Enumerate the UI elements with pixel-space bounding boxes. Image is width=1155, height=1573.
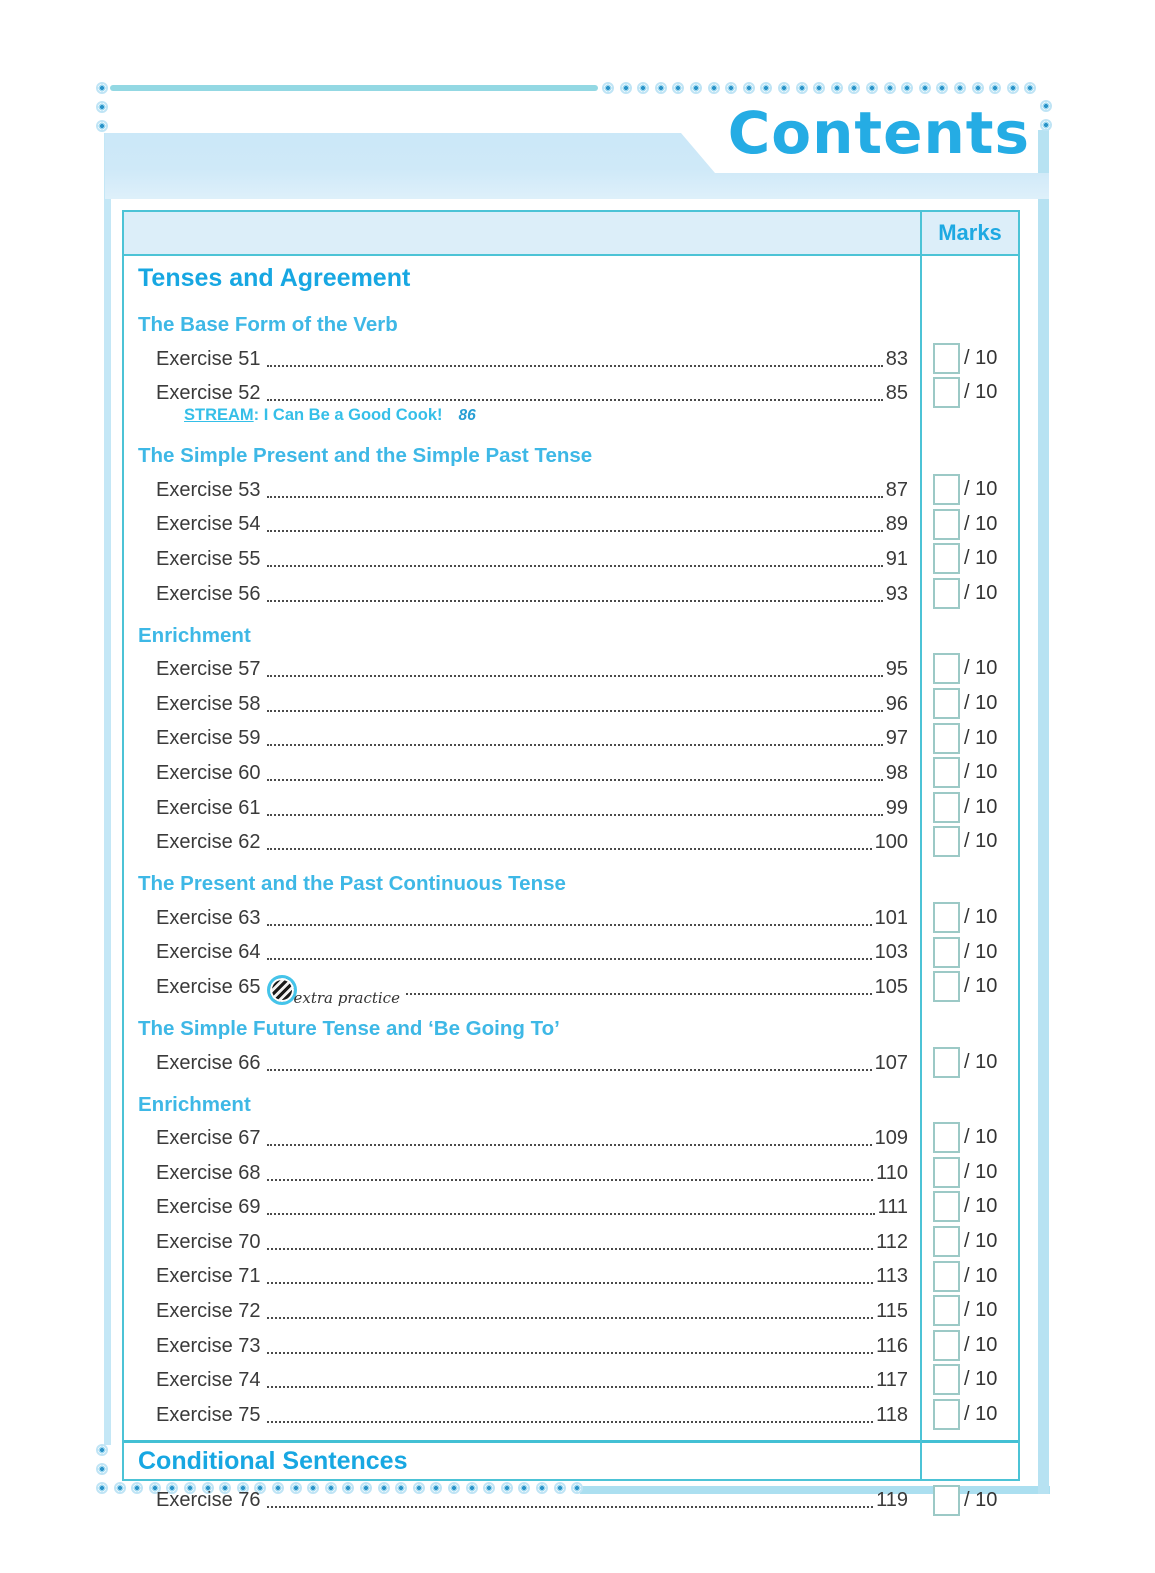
exercise-main	[124, 1293, 920, 1328]
exercise-page-number: 97	[885, 727, 908, 750]
marks-input-box[interactable]	[933, 1226, 960, 1257]
exercise-label: Exercise 66	[156, 1051, 261, 1074]
exercise-label: Exercise 74	[156, 1369, 261, 1392]
marks-denominator: / 10	[964, 830, 998, 853]
exercise-label: Exercise 71	[156, 1265, 261, 1288]
exercise-label: Exercise 62	[156, 831, 261, 854]
exercise-label: Exercise 64	[156, 941, 261, 964]
toc-exercise-row	[124, 825, 1018, 860]
marks-input-box[interactable]	[933, 1122, 960, 1153]
marks-input-box[interactable]	[933, 937, 960, 968]
border-dot	[760, 82, 772, 94]
marks-input-box[interactable]	[933, 1261, 960, 1292]
toc-exercise-row	[124, 652, 1018, 687]
marks-input-box[interactable]	[933, 1191, 960, 1222]
marks-denominator: / 10	[964, 1264, 998, 1287]
marks-cell	[920, 1121, 1018, 1156]
dot-leader	[267, 1213, 875, 1215]
toc-exercise-row	[124, 472, 1018, 507]
toc-subsection-row	[124, 1093, 1018, 1121]
dot-leader	[267, 1248, 874, 1250]
exercise-main	[124, 1397, 920, 1432]
toc-subsection-row	[124, 872, 1018, 900]
dot-leader	[267, 779, 883, 781]
exercise-main	[124, 1224, 920, 1259]
subsection-title: The Simple Future Tense and ‘Be Going To’	[138, 1016, 560, 1040]
marks-input-box[interactable]	[933, 902, 960, 933]
exercise-label: Exercise 55	[156, 547, 261, 570]
marks-cell	[920, 541, 1018, 576]
border-dot	[96, 101, 108, 113]
marks-input-box[interactable]	[933, 474, 960, 505]
marks-denominator: / 10	[964, 726, 998, 749]
toc-exercise-row	[124, 755, 1018, 790]
exercise-page-number: 113	[876, 1265, 908, 1288]
exercise-label: Exercise 72	[156, 1300, 261, 1323]
marks-cell	[920, 1017, 1018, 1045]
exercise-page-number: 119	[876, 1489, 908, 1512]
toc-exercise-row	[124, 1121, 1018, 1156]
chapter-title: Tenses and Agreement	[138, 264, 411, 292]
exercise-main	[124, 900, 920, 935]
marks-cell	[920, 1363, 1018, 1398]
extra-practice-label: extra practice	[293, 988, 400, 1007]
dot-leader	[267, 600, 883, 602]
exercise-main	[124, 1155, 920, 1190]
toc-subsection-row	[124, 444, 1018, 472]
exercise-label: Exercise 75	[156, 1403, 261, 1426]
marks-denominator: / 10	[964, 1230, 998, 1253]
marks-input-box[interactable]	[933, 509, 960, 540]
exercise-page-number: 85	[885, 382, 908, 405]
exercise-main	[124, 1483, 920, 1518]
toc-exercise-row	[124, 1328, 1018, 1363]
marks-denominator: / 10	[964, 1050, 998, 1073]
marks-denominator: / 10	[964, 940, 998, 963]
border-dot	[602, 82, 614, 94]
page-title: Contents	[727, 99, 1030, 167]
marks-cell	[920, 825, 1018, 860]
extra-practice-badge	[267, 975, 400, 1005]
marks-column-header: Marks	[938, 220, 1002, 245]
exercise-main	[124, 541, 920, 576]
border-dot	[708, 82, 720, 94]
marks-cell	[920, 721, 1018, 756]
exercise-label: Exercise 54	[156, 513, 261, 536]
exercise-label: Exercise 70	[156, 1230, 261, 1253]
border-dot	[796, 82, 808, 94]
dot-leader	[267, 1317, 874, 1319]
exercise-main	[124, 790, 920, 825]
marks-input-box[interactable]	[933, 343, 960, 374]
exercise-label: Exercise 65	[156, 975, 261, 998]
exercise-main	[124, 341, 920, 376]
border-dot	[637, 82, 649, 94]
marks-denominator: / 10	[964, 581, 998, 604]
toc-exercise-row	[124, 1045, 1018, 1080]
toc-exercise-row	[124, 935, 1018, 970]
border-top-line	[110, 85, 598, 91]
marks-denominator: / 10	[964, 1160, 998, 1183]
exercise-page-number: 107	[874, 1051, 908, 1074]
dot-leader	[267, 814, 883, 816]
border-dot	[96, 82, 108, 94]
marks-denominator: / 10	[964, 512, 998, 535]
marks-input-box[interactable]	[933, 757, 960, 788]
exercise-label: Exercise 61	[156, 796, 261, 819]
marks-input-box[interactable]	[933, 1364, 960, 1395]
marks-denominator: / 10	[964, 547, 998, 570]
exercise-page-number: 116	[876, 1334, 908, 1357]
toc-exercise-row	[124, 1363, 1018, 1398]
dot-leader	[267, 1421, 874, 1423]
exercise-label: Exercise 67	[156, 1127, 261, 1150]
toc-exercise-row	[124, 1397, 1018, 1432]
exercise-label: Exercise 63	[156, 906, 261, 929]
subsection-main	[124, 1017, 920, 1045]
dot-leader	[267, 848, 872, 850]
dot-leader	[267, 1352, 874, 1354]
exercise-main	[124, 1045, 920, 1080]
border-dot	[672, 82, 684, 94]
subsection-main	[124, 624, 920, 652]
toc-chapter-row	[124, 264, 1018, 300]
exercise-label: Exercise 73	[156, 1334, 261, 1357]
marks-denominator: / 10	[964, 1299, 998, 1322]
marks-input-box[interactable]	[933, 578, 960, 609]
dot-leader	[267, 744, 883, 746]
note-text: : I Can Be a Good Cook!	[253, 406, 443, 425]
border-dot	[831, 82, 843, 94]
marks-cell	[920, 755, 1018, 790]
marks-cell	[920, 790, 1018, 825]
exercise-page-number: 110	[876, 1161, 908, 1184]
marks-denominator: / 10	[964, 346, 998, 369]
exercise-page-number: 89	[885, 513, 908, 536]
marks-input-box[interactable]	[933, 688, 960, 719]
exercise-page-number: 91	[885, 547, 908, 570]
exercise-label: Exercise 51	[156, 347, 261, 370]
subsection-title: Enrichment	[138, 623, 251, 647]
border-dot	[989, 82, 1001, 94]
border-dot	[848, 82, 860, 94]
exercise-main	[124, 652, 920, 687]
marks-denominator: / 10	[964, 657, 998, 680]
marks-cell	[920, 872, 1018, 900]
marks-cell	[920, 1224, 1018, 1259]
border-dot	[866, 82, 878, 94]
border-dot	[743, 82, 755, 94]
marks-cell	[920, 406, 1018, 431]
marks-column-divider	[920, 212, 922, 1479]
exercise-page-number: 103	[874, 941, 908, 964]
exercise-label: Exercise 59	[156, 727, 261, 750]
marks-denominator: / 10	[964, 795, 998, 818]
exercise-page-number: 96	[885, 692, 908, 715]
marks-cell	[920, 1155, 1018, 1190]
toc-exercise-row	[124, 1155, 1018, 1190]
border-dot	[1040, 100, 1052, 112]
dot-leader	[267, 1506, 874, 1508]
note-main	[124, 406, 920, 431]
stream-tag: STREAM	[184, 406, 254, 425]
marks-cell	[920, 1483, 1018, 1518]
exercise-page-number: 111	[877, 1196, 908, 1219]
border-dot	[96, 1463, 108, 1475]
marks-input-box[interactable]	[933, 653, 960, 684]
marks-cell	[920, 652, 1018, 687]
subsection-main	[124, 872, 920, 900]
dot-leader	[267, 924, 872, 926]
marks-cell	[920, 264, 1018, 300]
marks-cell	[920, 444, 1018, 472]
marks-denominator: / 10	[964, 691, 998, 714]
exercise-main	[124, 935, 920, 970]
marks-cell	[920, 376, 1018, 411]
section-divider	[124, 1440, 1018, 1443]
toc-exercise-row	[124, 1483, 1018, 1518]
dot-leader	[267, 958, 872, 960]
exercise-main	[124, 755, 920, 790]
marks-cell	[920, 1259, 1018, 1294]
marks-cell	[920, 576, 1018, 611]
exercise-label: Exercise 52	[156, 382, 261, 405]
dot-leader	[267, 1282, 874, 1284]
exercise-main	[124, 1259, 920, 1294]
dot-leader	[267, 399, 883, 401]
marks-input-box[interactable]	[933, 1157, 960, 1188]
exercise-main	[124, 825, 920, 860]
marks-denominator: / 10	[964, 1333, 998, 1356]
exercise-page-number: 118	[876, 1403, 908, 1426]
extra-practice-icon	[267, 975, 297, 1005]
exercise-page-number: 95	[885, 658, 908, 681]
border-dot	[96, 120, 108, 132]
exercise-label: Exercise 57	[156, 658, 261, 681]
toc-subsection-row	[124, 624, 1018, 652]
toc-exercise-row	[124, 900, 1018, 935]
dot-leader	[267, 565, 883, 567]
border-dot	[954, 82, 966, 94]
dot-leader	[267, 530, 883, 532]
exercise-main	[124, 969, 920, 1007]
marks-cell	[920, 507, 1018, 542]
exercise-page-number: 83	[885, 347, 908, 370]
marks-denominator: / 10	[964, 1488, 998, 1511]
exercise-page-number: 105	[874, 975, 908, 998]
exercise-main	[124, 507, 920, 542]
exercise-page-number: 93	[885, 582, 908, 605]
dot-leader	[267, 710, 883, 712]
marks-cell	[920, 1397, 1018, 1432]
marks-cell	[920, 935, 1018, 970]
dot-leader	[267, 1144, 872, 1146]
toc-subsection-row	[124, 1017, 1018, 1045]
exercise-page-number: 117	[876, 1369, 908, 1392]
marks-cell	[920, 313, 1018, 341]
marks-cell	[920, 1045, 1018, 1080]
exercise-label: Exercise 53	[156, 478, 261, 501]
marks-denominator: / 10	[964, 905, 998, 928]
border-dot	[884, 82, 896, 94]
marks-cell	[920, 969, 1018, 1004]
marks-cell	[920, 1190, 1018, 1225]
exercise-main	[124, 576, 920, 611]
border-dot	[936, 82, 948, 94]
exercise-label: Exercise 68	[156, 1161, 261, 1184]
border-dot	[919, 82, 931, 94]
toc-exercise-row	[124, 721, 1018, 756]
exercise-label: Exercise 56	[156, 582, 261, 605]
border-dot	[725, 82, 737, 94]
toc-exercise-row	[124, 1293, 1018, 1328]
subsection-title: The Base Form of the Verb	[138, 313, 398, 336]
chapter-title: Conditional Sentences	[138, 1446, 408, 1475]
marks-cell	[920, 1328, 1018, 1363]
chapter-main	[124, 264, 920, 300]
marks-cell	[920, 1447, 1018, 1483]
toc-exercise-row	[124, 1224, 1018, 1259]
subsection-main	[124, 444, 920, 472]
marks-denominator: / 10	[964, 1368, 998, 1391]
subsection-title: The Simple Present and the Simple Past Tense	[138, 444, 593, 468]
marks-input-box[interactable]	[933, 1330, 960, 1361]
toc-exercise-row	[124, 507, 1018, 542]
chapter-main	[124, 1447, 920, 1483]
marks-input-box[interactable]	[933, 377, 960, 408]
border-dot	[96, 1444, 108, 1456]
subsection-main	[124, 1093, 920, 1121]
exercise-label: Exercise 60	[156, 761, 261, 784]
toc-exercise-row	[124, 1259, 1018, 1294]
toc-exercise-row	[124, 541, 1018, 576]
dot-leader	[267, 1386, 874, 1388]
toc-exercise-row	[124, 969, 1018, 1007]
marks-denominator: / 10	[964, 761, 998, 784]
marks-cell	[920, 1093, 1018, 1121]
dot-leader	[267, 675, 883, 677]
dot-leader	[267, 365, 883, 367]
marks-denominator: / 10	[964, 1195, 998, 1218]
subsection-title: The Present and the Past Continuous Tense	[138, 872, 566, 896]
border-dot	[813, 82, 825, 94]
exercise-label: Exercise 69	[156, 1196, 261, 1219]
subsection-title: Enrichment	[138, 1092, 251, 1116]
toc-exercise-row	[124, 790, 1018, 825]
exercise-main	[124, 721, 920, 756]
marks-input-box[interactable]	[933, 1399, 960, 1430]
exercise-page-number: 100	[874, 831, 908, 854]
border-dot	[655, 82, 667, 94]
toc-exercise-row	[124, 341, 1018, 376]
exercise-page-number: 101	[874, 906, 908, 929]
toc-exercise-row	[124, 576, 1018, 611]
exercise-page-number: 98	[885, 761, 908, 784]
border-dot	[1007, 82, 1019, 94]
marks-input-box[interactable]	[933, 1047, 960, 1078]
marks-input-box[interactable]	[933, 1485, 960, 1516]
toc-chapter-row	[124, 1447, 1018, 1483]
marks-cell	[920, 1293, 1018, 1328]
exercise-page-number: 99	[885, 796, 908, 819]
exercise-page-number: 112	[876, 1230, 908, 1253]
border-dot	[96, 1482, 108, 1494]
border-dot	[1040, 119, 1052, 131]
border-dot	[778, 82, 790, 94]
toc-exercise-row	[124, 1190, 1018, 1225]
note-page-number: 86	[458, 407, 476, 425]
table-body	[124, 256, 1018, 1512]
marks-input-box[interactable]	[933, 826, 960, 857]
contents-table	[122, 210, 1020, 1512]
marks-cell	[920, 900, 1018, 935]
exercise-main	[124, 472, 920, 507]
border-dot	[972, 82, 984, 94]
marks-denominator: / 10	[964, 1403, 998, 1426]
marks-input-box[interactable]	[933, 971, 960, 1002]
toc-subsection-row	[124, 313, 1018, 341]
marks-denominator: / 10	[964, 1126, 998, 1149]
dot-leader	[267, 1069, 872, 1071]
marks-input-box[interactable]	[933, 543, 960, 574]
marks-denominator: / 10	[964, 381, 998, 404]
border-dot	[690, 82, 702, 94]
exercise-label: Exercise 76	[156, 1489, 261, 1512]
border-dot	[1024, 82, 1036, 94]
border-right-band	[1038, 130, 1049, 1494]
exercise-page-number: 87	[885, 478, 908, 501]
table-header-row	[124, 212, 1018, 256]
marks-cell	[920, 624, 1018, 652]
toc-exercise-row	[124, 376, 1018, 411]
exercise-page-number: 109	[874, 1127, 908, 1150]
exercise-main	[124, 1328, 920, 1363]
dot-leader	[267, 1179, 874, 1181]
exercise-label: Exercise 58	[156, 692, 261, 715]
marks-denominator: / 10	[964, 975, 998, 998]
toc-exercise-row	[124, 686, 1018, 721]
border-dot	[901, 82, 913, 94]
dot-leader	[406, 993, 872, 995]
exercise-page-number: 115	[876, 1300, 908, 1323]
marks-denominator: / 10	[964, 477, 998, 500]
toc-note-row	[124, 406, 1018, 431]
marks-cell	[920, 341, 1018, 376]
border-dot	[620, 82, 632, 94]
marks-input-box[interactable]	[933, 1295, 960, 1326]
marks-input-box[interactable]	[933, 792, 960, 823]
subsection-main	[124, 313, 920, 341]
exercise-main	[124, 1363, 920, 1398]
border-left-line	[104, 133, 111, 1445]
exercise-main	[124, 1190, 920, 1225]
marks-cell	[920, 686, 1018, 721]
exercise-main	[124, 1121, 920, 1156]
dot-leader	[267, 496, 883, 498]
marks-cell	[920, 472, 1018, 507]
marks-input-box[interactable]	[933, 723, 960, 754]
exercise-main	[124, 686, 920, 721]
exercise-main	[124, 376, 920, 411]
